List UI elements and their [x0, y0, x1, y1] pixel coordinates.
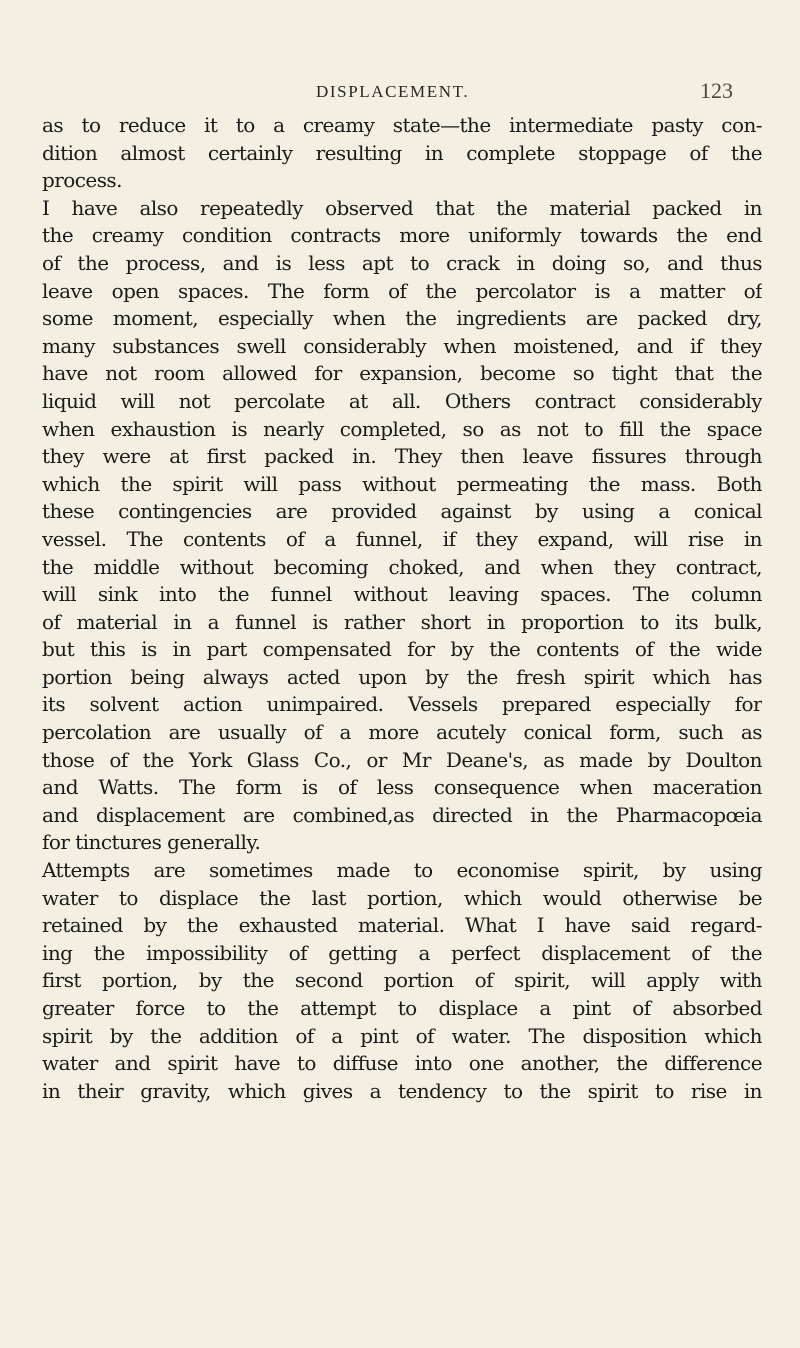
- text-line: dition almost certainly resulting in complete stoppage of the: [42, 140, 762, 165]
- text-line: Attempts are sometimes made to economise spirit, by using: [42, 858, 762, 883]
- text-line: of the process, and is less apt to crack in doing so, and thus: [42, 250, 762, 275]
- text-line: these contingencies are provided against by using a conical: [42, 499, 762, 524]
- text-line: liquid will not percolate at all. Others contract considerably: [42, 388, 762, 413]
- text-line: portion being always acted upon by the fresh spirit which has: [42, 664, 762, 689]
- text-line: vessel. The contents of a funnel, if they expand, will rise in: [42, 526, 762, 551]
- text-line: percolation are usually of a more acutely conical form, such as: [42, 720, 762, 745]
- running-title: DISPLACEMENT.: [316, 82, 470, 101]
- text-line: the middle without becoming choked, and when they contract,: [42, 554, 762, 579]
- text-line: some moment, especially when the ingredients are packed dry,: [42, 306, 762, 331]
- page-number: 123: [700, 78, 733, 103]
- text-line: leave open spaces. The form of the percolator is a matter of: [42, 278, 762, 303]
- text-line: I have also repeatedly observed that the material packed in: [42, 195, 762, 220]
- text-line: have not room allowed for expansion, become so tight that the: [42, 361, 762, 386]
- text-line: for tinctures generally.: [42, 830, 261, 855]
- body-text: [42, 112, 762, 1105]
- text-line: and displacement are combined,as directed in the Pharmacopœia: [42, 802, 762, 827]
- text-line: ing the impossibility of getting a perfect displacement of the: [42, 940, 762, 965]
- text-line: will sink into the funnel without leaving spaces. The column: [42, 582, 762, 607]
- text-line: they were at first packed in. They then leave fissures through: [42, 444, 762, 469]
- text-line: as to reduce it to a creamy state—the intermediate pasty con-: [42, 113, 762, 137]
- text-line: of material in a funnel is rather short in proportion to its bulk,: [42, 609, 762, 634]
- text-line: in their gravity, which gives a tendency to the spirit to rise in: [42, 1078, 762, 1103]
- text-line: first portion, by the second portion of spirit, will apply with: [42, 968, 762, 993]
- text-line: when exhaustion is nearly completed, so as not to fill the space: [42, 416, 762, 441]
- running-head: [0, 78, 800, 104]
- text-line: process.: [42, 168, 122, 193]
- text-line: greater force to the attempt to displace a pint of absorbed: [42, 996, 762, 1020]
- text-line: and Watts. The form is of less consequence when maceration: [42, 775, 762, 800]
- text-line: those of the York Glass Co., or Mr Deane's, as made by Doulton: [42, 747, 762, 772]
- text-line: but this is in part compensated for by the contents of the wide: [42, 637, 762, 662]
- text-line: water to displace the last portion, which would otherwise be: [42, 885, 762, 910]
- text-line: the creamy condition contracts more uniformly towards the end: [42, 223, 762, 248]
- text-line: retained by the exhausted material. What I have said regard-: [42, 913, 762, 938]
- text-line: which the spirit will pass without permeating the mass. Both: [42, 471, 762, 496]
- text-line: many substances swell considerably when moistened, and if they: [42, 333, 762, 358]
- text-line: spirit by the addition of a pint of water. The disposition which: [42, 1023, 762, 1048]
- text-line: its solvent action unimpaired. Vessels prepared especially for: [42, 692, 762, 717]
- text-line: water and spirit have to diffuse into one another, the difference: [42, 1051, 762, 1076]
